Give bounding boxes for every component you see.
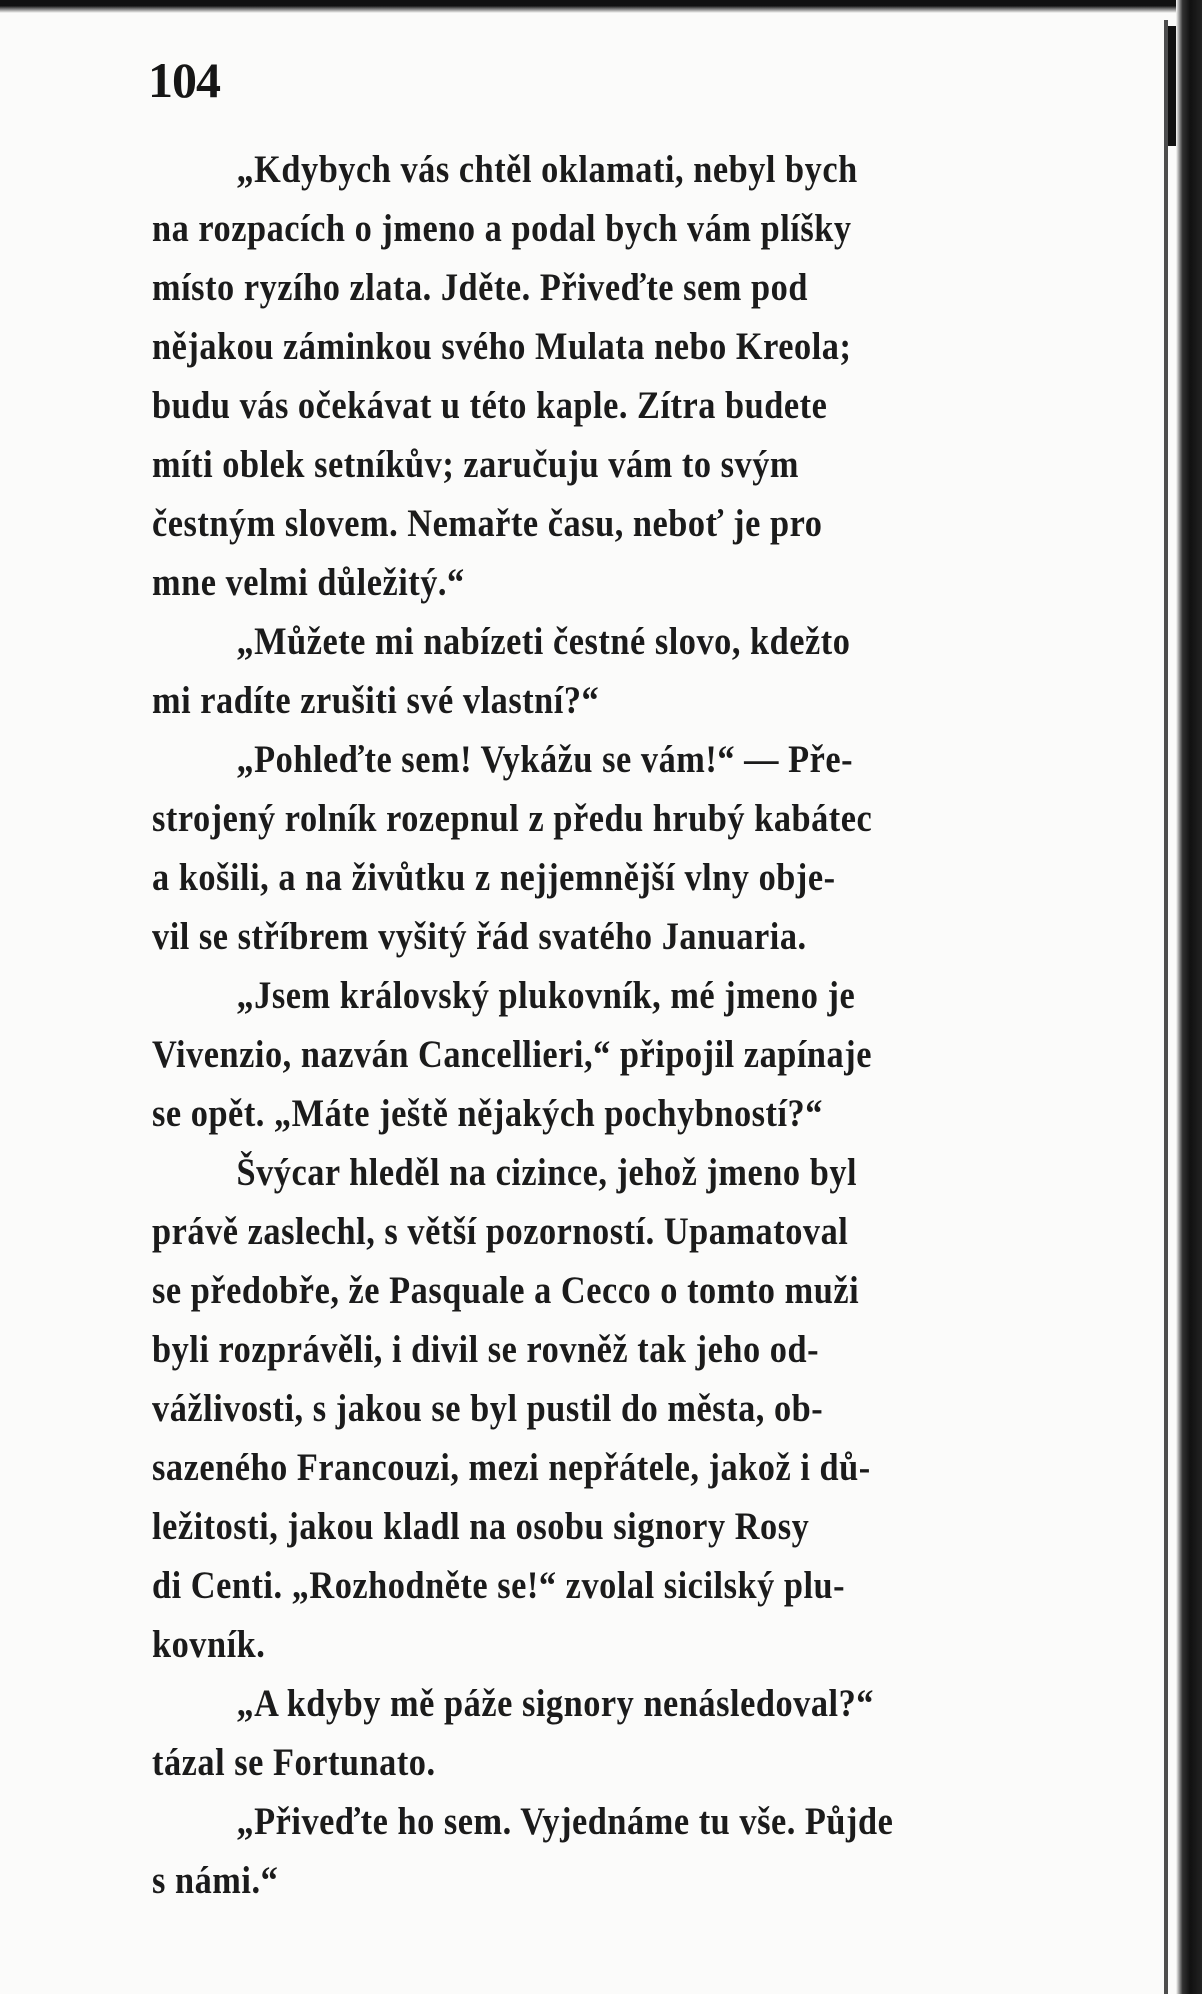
text-line: tázal se Fortunato. bbox=[152, 1741, 436, 1784]
text-line: „Pohleďte sem! Vykážu se vám!“ — Pře- bbox=[236, 738, 854, 781]
text-line: ležitosti, jakou kladl na osobu signory Rosy bbox=[152, 1505, 810, 1548]
text-line: kovník. bbox=[152, 1623, 266, 1666]
text-line: mne velmi důležitý.“ bbox=[152, 561, 465, 604]
body-text bbox=[152, 140, 1072, 1910]
text-line: vil se stříbrem vyšitý řád svatého Januaria. bbox=[152, 915, 807, 958]
text-line: strojený rolník rozepnul z předu hrubý kabátec bbox=[152, 797, 873, 840]
text-line: mi radíte zrušiti své vlastní?“ bbox=[152, 679, 600, 722]
text-line: místo ryzího zlata. Jděte. Přiveďte sem pod bbox=[152, 266, 808, 309]
text-line: čestným slovem. Nemařte času, neboť je pro bbox=[152, 502, 823, 545]
text-line: byli rozprávěli, i divil se rovněž tak jeho od- bbox=[152, 1328, 820, 1371]
text-line: sazeného Francouzi, mezi nepřátele, jakož i dů- bbox=[152, 1446, 871, 1489]
text-line: na rozpacích o jmeno a podal bych vám plíšky bbox=[152, 207, 852, 250]
text-line: a košili, a na živůtku z nejjemnější vlny obje- bbox=[152, 856, 836, 899]
page-number: 104 bbox=[148, 52, 220, 108]
scan-right-border bbox=[1176, 0, 1202, 1994]
text-line: se předobře, že Pasquale a Cecco o tomto muži bbox=[152, 1269, 860, 1312]
text-line: nějakou záminkou svého Mulata nebo Kreola; bbox=[152, 325, 852, 368]
text-line: „Přiveďte ho sem. Vyjednáme tu vše. Půjde bbox=[236, 1800, 894, 1843]
scan-top-border bbox=[0, 0, 1202, 13]
text-line: di Centi. „Rozhodněte se!“ zvolal sicilský plu- bbox=[152, 1564, 846, 1607]
page-edge-notch bbox=[1168, 26, 1176, 146]
text-line: budu vás očekávat u této kaple. Zítra budete bbox=[152, 384, 828, 427]
text-line: „Kdybych vás chtěl oklamati, nebyl bych bbox=[236, 148, 858, 191]
text-line: Vivenzio, nazván Cancellieri,“ připojil zapínaje bbox=[152, 1033, 872, 1076]
text-line: Švýcar hleděl na cizince, jehož jmeno byl bbox=[236, 1151, 858, 1194]
text-line: s námi.“ bbox=[152, 1859, 279, 1902]
text-line: právě zaslechl, s větší pozorností. Upamatoval bbox=[152, 1210, 849, 1253]
text-line: vážlivosti, s jakou se byl pustil do města, ob- bbox=[152, 1387, 824, 1430]
text-line: se opět. „Máte ještě nějakých pochybností?“ bbox=[152, 1092, 823, 1135]
text-line: „Můžete mi nabízeti čestné slovo, kdežto bbox=[236, 620, 851, 663]
page-edge-shadow bbox=[1164, 20, 1168, 1994]
text-line: „A kdyby mě páže signory nenásledoval?“ bbox=[236, 1682, 874, 1725]
text-line: míti oblek setníkův; zaručuju vám to svým bbox=[152, 443, 800, 486]
text-line: „Jsem královský plukovník, mé jmeno je bbox=[236, 974, 856, 1017]
